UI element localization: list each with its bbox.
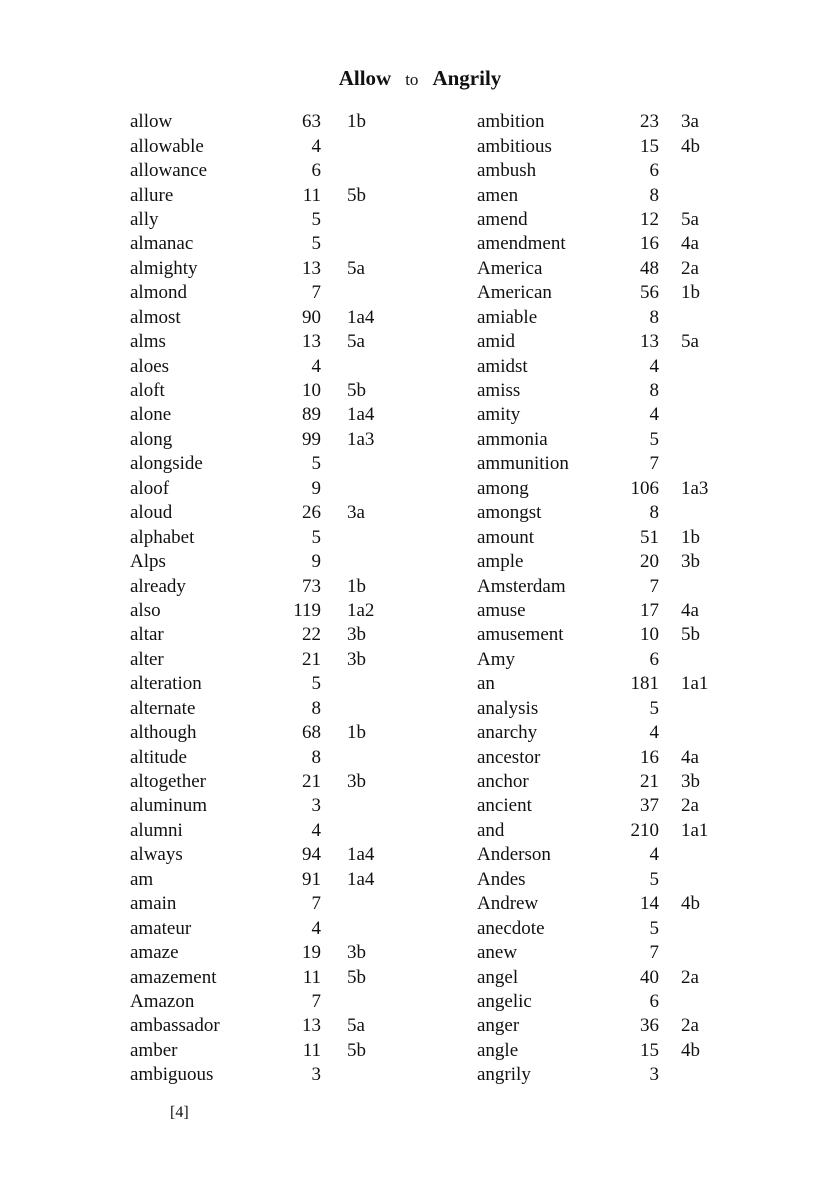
entry-frequency: 8 — [649, 184, 659, 206]
entry-frequency: 99 — [302, 428, 321, 450]
word-entry-row — [130, 257, 407, 281]
word-entry-row — [130, 281, 407, 305]
entry-frequency: 7 — [649, 942, 659, 964]
entry-frequency: 56 — [640, 282, 659, 304]
entry-frequency: 23 — [640, 111, 659, 133]
entry-grade-code: 1a4 — [347, 844, 375, 866]
word-entry-row — [477, 159, 741, 183]
word-entry-row — [130, 819, 407, 843]
word-entry-row — [130, 1063, 407, 1087]
entry-grade-code: 3b — [347, 771, 366, 793]
entry-word: alumni — [130, 819, 183, 841]
word-entry-row — [130, 232, 407, 256]
word-entry-row — [130, 623, 407, 647]
entry-grade-code: 5a — [347, 331, 365, 353]
entry-word: amuse — [477, 599, 526, 621]
entry-frequency: 6 — [649, 648, 659, 670]
word-entry-row — [477, 770, 741, 794]
entry-frequency: 13 — [302, 1015, 321, 1037]
entry-frequency: 11 — [302, 184, 321, 206]
word-entry-row — [477, 672, 741, 696]
word-entry-row — [130, 159, 407, 183]
word-entry-row — [130, 550, 407, 574]
entry-word: amend — [477, 208, 528, 230]
entry-grade-code: 1a3 — [681, 477, 709, 499]
entry-frequency: 17 — [640, 599, 659, 621]
entry-frequency: 21 — [302, 648, 321, 670]
entry-word: anew — [477, 942, 518, 964]
word-entry-row — [130, 941, 407, 965]
word-entry-row — [477, 1039, 741, 1063]
entry-word: ambush — [477, 160, 537, 182]
entry-word: aloft — [130, 380, 165, 402]
entry-frequency: 8 — [649, 380, 659, 402]
entry-word: Andrew — [477, 893, 539, 915]
entry-grade-code: 2a — [681, 1015, 699, 1037]
entry-word: amidst — [477, 355, 528, 377]
word-entry-row — [477, 819, 741, 843]
entry-frequency: 51 — [640, 526, 659, 548]
entry-word: ample — [477, 551, 524, 573]
word-entry-row — [477, 574, 741, 598]
word-entry-row — [477, 428, 741, 452]
word-entry-row — [130, 1039, 407, 1063]
entry-grade-code: 5a — [347, 1015, 365, 1037]
entry-frequency: 7 — [649, 575, 659, 597]
entry-grade-code: 1a3 — [347, 428, 375, 450]
entry-word: amongst — [477, 502, 542, 524]
entry-grade-code: 1a1 — [681, 673, 709, 695]
entry-grade-code: 1a2 — [347, 599, 375, 621]
word-entry-row — [477, 110, 741, 134]
entry-word: amain — [130, 893, 177, 915]
word-entry-row — [130, 501, 407, 525]
entry-word: ally — [130, 208, 159, 230]
title-end-word: Angrily — [432, 66, 502, 90]
entry-frequency: 6 — [649, 990, 659, 1012]
word-entry-row — [477, 232, 741, 256]
entry-frequency: 5 — [311, 453, 321, 475]
entry-word: amazement — [130, 966, 217, 988]
entry-word: alone — [130, 404, 172, 426]
word-entry-row — [477, 501, 741, 525]
word-entry-row — [477, 941, 741, 965]
entry-frequency: 11 — [302, 1039, 321, 1061]
entry-word: amusement — [477, 624, 564, 646]
entry-word: Alps — [130, 551, 166, 573]
entry-word: altogether — [130, 771, 206, 793]
word-entry-row — [477, 794, 741, 818]
entry-grade-code: 4b — [681, 893, 700, 915]
entry-word: anchor — [477, 771, 529, 793]
entry-word: almond — [130, 282, 187, 304]
entry-grade-code: 2a — [681, 257, 699, 279]
word-entry-row — [477, 379, 741, 403]
entry-grade-code: 5b — [347, 966, 366, 988]
entry-word: amiable — [477, 306, 538, 328]
entry-word: angel — [477, 966, 519, 988]
entry-frequency: 3 — [311, 1064, 321, 1086]
word-entry-row — [477, 330, 741, 354]
entry-grade-code: 2a — [681, 795, 699, 817]
entry-word: already — [130, 575, 186, 597]
entry-frequency: 5 — [311, 526, 321, 548]
entry-word: and — [477, 819, 505, 841]
entry-grade-code: 5b — [347, 184, 366, 206]
entry-frequency: 8 — [311, 746, 321, 768]
word-entry-row — [130, 183, 407, 207]
word-entry-row — [477, 843, 741, 867]
word-entry-row — [477, 354, 741, 378]
entry-frequency: 63 — [302, 111, 321, 133]
word-entry-row — [130, 428, 407, 452]
entry-frequency: 20 — [640, 551, 659, 573]
entry-frequency: 37 — [640, 795, 659, 817]
entry-grade-code: 1a4 — [347, 868, 375, 890]
entry-frequency: 15 — [640, 135, 659, 157]
entry-word: altar — [130, 624, 164, 646]
entry-frequency: 89 — [302, 404, 321, 426]
entry-frequency: 21 — [302, 771, 321, 793]
entry-word: amity — [477, 404, 521, 426]
entry-frequency: 4 — [311, 819, 321, 841]
entry-frequency: 15 — [640, 1039, 659, 1061]
left-word-column — [130, 110, 407, 1088]
entry-frequency: 10 — [302, 380, 321, 402]
entry-frequency: 6 — [649, 160, 659, 182]
entry-word: analysis — [477, 697, 539, 719]
entry-frequency: 5 — [311, 673, 321, 695]
entry-word: Amsterdam — [477, 575, 566, 597]
entry-frequency: 94 — [302, 844, 321, 866]
word-entry-row — [477, 745, 741, 769]
word-entry-row — [477, 257, 741, 281]
word-entry-row — [477, 648, 741, 672]
entry-frequency: 12 — [640, 208, 659, 230]
entry-frequency: 9 — [311, 551, 321, 573]
entry-word: amiss — [477, 380, 521, 402]
entry-frequency: 5 — [649, 428, 659, 450]
word-entry-row — [130, 477, 407, 501]
entry-grade-code: 5a — [681, 208, 699, 230]
entry-frequency: 8 — [649, 502, 659, 524]
word-entry-row — [477, 965, 741, 989]
entry-word: ammunition — [477, 453, 569, 475]
entry-frequency: 3 — [649, 1064, 659, 1086]
entry-frequency: 7 — [649, 453, 659, 475]
entry-frequency: 21 — [640, 771, 659, 793]
entry-frequency: 13 — [302, 257, 321, 279]
entry-frequency: 40 — [640, 966, 659, 988]
entry-word: alms — [130, 331, 166, 353]
entry-frequency: 11 — [302, 966, 321, 988]
word-entry-row — [477, 403, 741, 427]
entry-frequency: 5 — [311, 208, 321, 230]
entry-frequency: 8 — [311, 697, 321, 719]
entry-frequency: 73 — [302, 575, 321, 597]
entry-grade-code: 1a1 — [681, 819, 709, 841]
entry-word: also — [130, 599, 161, 621]
entry-grade-code: 3b — [347, 624, 366, 646]
word-entry-row — [477, 916, 741, 940]
entry-word: amateur — [130, 917, 192, 939]
entry-grade-code: 5b — [347, 380, 366, 402]
entry-grade-code: 2a — [681, 966, 699, 988]
entry-word: alongside — [130, 453, 203, 475]
entry-word: ammonia — [477, 428, 548, 450]
entry-frequency: 26 — [302, 502, 321, 524]
entry-word: alter — [130, 648, 164, 670]
entry-frequency: 4 — [649, 404, 659, 426]
entry-frequency: 119 — [293, 599, 321, 621]
entry-grade-code: 4a — [681, 599, 699, 621]
page-number: [4] — [170, 1104, 189, 1121]
entry-word: anecdote — [477, 917, 545, 939]
entry-word: aloud — [130, 502, 173, 524]
word-entry-row — [477, 990, 741, 1014]
word-entry-row — [477, 525, 741, 549]
entry-frequency: 4 — [311, 355, 321, 377]
word-entry-row — [130, 1014, 407, 1038]
entry-frequency: 181 — [630, 673, 659, 695]
entry-frequency: 4 — [311, 917, 321, 939]
entry-frequency: 210 — [630, 819, 659, 841]
entry-word: ambitious — [477, 135, 552, 157]
entry-grade-code: 5b — [681, 624, 700, 646]
entry-word: amber — [130, 1039, 178, 1061]
word-entry-row — [130, 208, 407, 232]
word-entry-row — [477, 134, 741, 158]
entry-frequency: 5 — [311, 233, 321, 255]
entry-word: Andes — [477, 868, 526, 890]
entry-grade-code: 1a4 — [347, 404, 375, 426]
entry-word: angrily — [477, 1064, 531, 1086]
entry-word: allow — [130, 111, 173, 133]
word-entry-row — [477, 868, 741, 892]
entry-frequency: 91 — [302, 868, 321, 890]
entry-grade-code: 4b — [681, 135, 700, 157]
entry-word: am — [130, 868, 154, 890]
word-entry-row — [477, 892, 741, 916]
word-entry-row — [477, 183, 741, 207]
entry-word: amaze — [130, 942, 179, 964]
entry-word: ambition — [477, 111, 545, 133]
word-entry-row — [130, 868, 407, 892]
word-entry-row — [130, 306, 407, 330]
word-entry-row — [477, 623, 741, 647]
entry-word: altitude — [130, 746, 187, 768]
entry-word: anger — [477, 1015, 520, 1037]
entry-frequency: 4 — [649, 355, 659, 377]
entry-frequency: 13 — [640, 331, 659, 353]
entry-word: American — [477, 282, 552, 304]
entry-frequency: 48 — [640, 257, 659, 279]
entry-frequency: 14 — [640, 893, 659, 915]
word-entry-row — [130, 745, 407, 769]
entry-frequency: 36 — [640, 1015, 659, 1037]
entry-frequency: 10 — [640, 624, 659, 646]
entry-frequency: 106 — [630, 477, 659, 499]
entry-word: almost — [130, 306, 181, 328]
entry-frequency: 19 — [302, 942, 321, 964]
entry-frequency: 4 — [649, 844, 659, 866]
word-entry-row — [130, 599, 407, 623]
word-entry-row — [130, 110, 407, 134]
word-entry-row — [130, 794, 407, 818]
entry-word: always — [130, 844, 183, 866]
word-entry-row — [130, 379, 407, 403]
word-entry-row — [477, 1063, 741, 1087]
entry-grade-code: 1b — [681, 526, 700, 548]
word-entry-row — [477, 550, 741, 574]
entry-grade-code: 5b — [347, 1039, 366, 1061]
entry-frequency: 4 — [311, 135, 321, 157]
entry-word: almanac — [130, 233, 194, 255]
entry-frequency: 5 — [649, 868, 659, 890]
entry-frequency: 16 — [640, 233, 659, 255]
entry-word: aluminum — [130, 795, 208, 817]
entry-word: amid — [477, 331, 515, 353]
title-start-word: Allow — [338, 66, 392, 90]
word-entry-row — [477, 599, 741, 623]
word-entry-row — [130, 965, 407, 989]
word-entry-row — [130, 525, 407, 549]
entry-frequency: 13 — [302, 331, 321, 353]
entry-word: aloes — [130, 355, 170, 377]
entry-word: ancestor — [477, 746, 541, 768]
entry-grade-code: 3b — [347, 648, 366, 670]
entry-word: among — [477, 477, 529, 499]
entry-word: ancient — [477, 795, 532, 817]
word-entry-row — [130, 916, 407, 940]
entry-word: although — [130, 722, 197, 744]
word-entry-row — [477, 281, 741, 305]
word-entry-row — [477, 208, 741, 232]
entry-frequency: 9 — [311, 477, 321, 499]
word-entry-row — [130, 843, 407, 867]
entry-grade-code: 3b — [347, 942, 366, 964]
word-entry-row — [130, 330, 407, 354]
title-connector: to — [405, 70, 419, 89]
word-entry-row — [477, 306, 741, 330]
entry-grade-code: 3a — [681, 111, 699, 133]
entry-word: angelic — [477, 990, 532, 1012]
entry-grade-code: 3a — [347, 502, 365, 524]
entry-word: amount — [477, 526, 534, 548]
entry-frequency: 3 — [311, 795, 321, 817]
entry-frequency: 5 — [649, 697, 659, 719]
word-entry-row — [477, 452, 741, 476]
entry-frequency: 5 — [649, 917, 659, 939]
word-entry-row — [130, 990, 407, 1014]
word-entry-row — [130, 892, 407, 916]
entry-grade-code: 5a — [347, 257, 365, 279]
entry-grade-code: 1b — [681, 282, 700, 304]
entry-grade-code: 4a — [681, 233, 699, 255]
word-entry-row — [130, 697, 407, 721]
entry-frequency: 6 — [311, 160, 321, 182]
entry-word: aloof — [130, 477, 170, 499]
entry-frequency: 68 — [302, 722, 321, 744]
word-entry-row — [130, 574, 407, 598]
entry-word: amen — [477, 184, 519, 206]
entry-grade-code: 4a — [681, 746, 699, 768]
entry-word: alteration — [130, 673, 202, 695]
right-word-column — [477, 110, 741, 1088]
entry-word: along — [130, 428, 173, 450]
word-entry-row — [130, 770, 407, 794]
entry-frequency: 7 — [311, 990, 321, 1012]
entry-word: allowance — [130, 160, 208, 182]
entry-word: ambassador — [130, 1015, 220, 1037]
entry-word: allure — [130, 184, 174, 206]
entry-word: an — [477, 673, 495, 695]
entry-grade-code: 4b — [681, 1039, 700, 1061]
entry-word: alternate — [130, 697, 196, 719]
entry-grade-code: 1b — [347, 722, 366, 744]
entry-grade-code: 1b — [347, 111, 366, 133]
page-title — [0, 66, 840, 91]
entry-grade-code: 1b — [347, 575, 366, 597]
entry-word: Amazon — [130, 990, 195, 1012]
entry-word: anarchy — [477, 722, 538, 744]
entry-frequency: 7 — [311, 893, 321, 915]
entry-grade-code: 3b — [681, 551, 700, 573]
entry-word: America — [477, 257, 543, 279]
word-entry-row — [477, 697, 741, 721]
word-entry-row — [477, 1014, 741, 1038]
entry-word: ambiguous — [130, 1064, 214, 1086]
word-entry-row — [477, 477, 741, 501]
word-entry-row — [130, 403, 407, 427]
word-entry-row — [130, 648, 407, 672]
entry-grade-code: 1a4 — [347, 306, 375, 328]
entry-word: almighty — [130, 257, 198, 279]
word-entry-row — [130, 354, 407, 378]
word-entry-row — [477, 721, 741, 745]
entry-word: allowable — [130, 135, 204, 157]
entry-frequency: 8 — [649, 306, 659, 328]
entry-frequency: 22 — [302, 624, 321, 646]
word-entry-row — [130, 672, 407, 696]
entry-word: Amy — [477, 648, 515, 670]
entry-frequency: 7 — [311, 282, 321, 304]
entry-grade-code: 3b — [681, 771, 700, 793]
entry-grade-code: 5a — [681, 331, 699, 353]
entry-word: alphabet — [130, 526, 195, 548]
entry-word: angle — [477, 1039, 519, 1061]
word-entry-row — [130, 134, 407, 158]
word-entry-row — [130, 452, 407, 476]
entry-word: Anderson — [477, 844, 551, 866]
entry-frequency: 4 — [649, 722, 659, 744]
word-entry-row — [130, 721, 407, 745]
entry-frequency: 16 — [640, 746, 659, 768]
entry-frequency: 90 — [302, 306, 321, 328]
entry-word: amendment — [477, 233, 566, 255]
